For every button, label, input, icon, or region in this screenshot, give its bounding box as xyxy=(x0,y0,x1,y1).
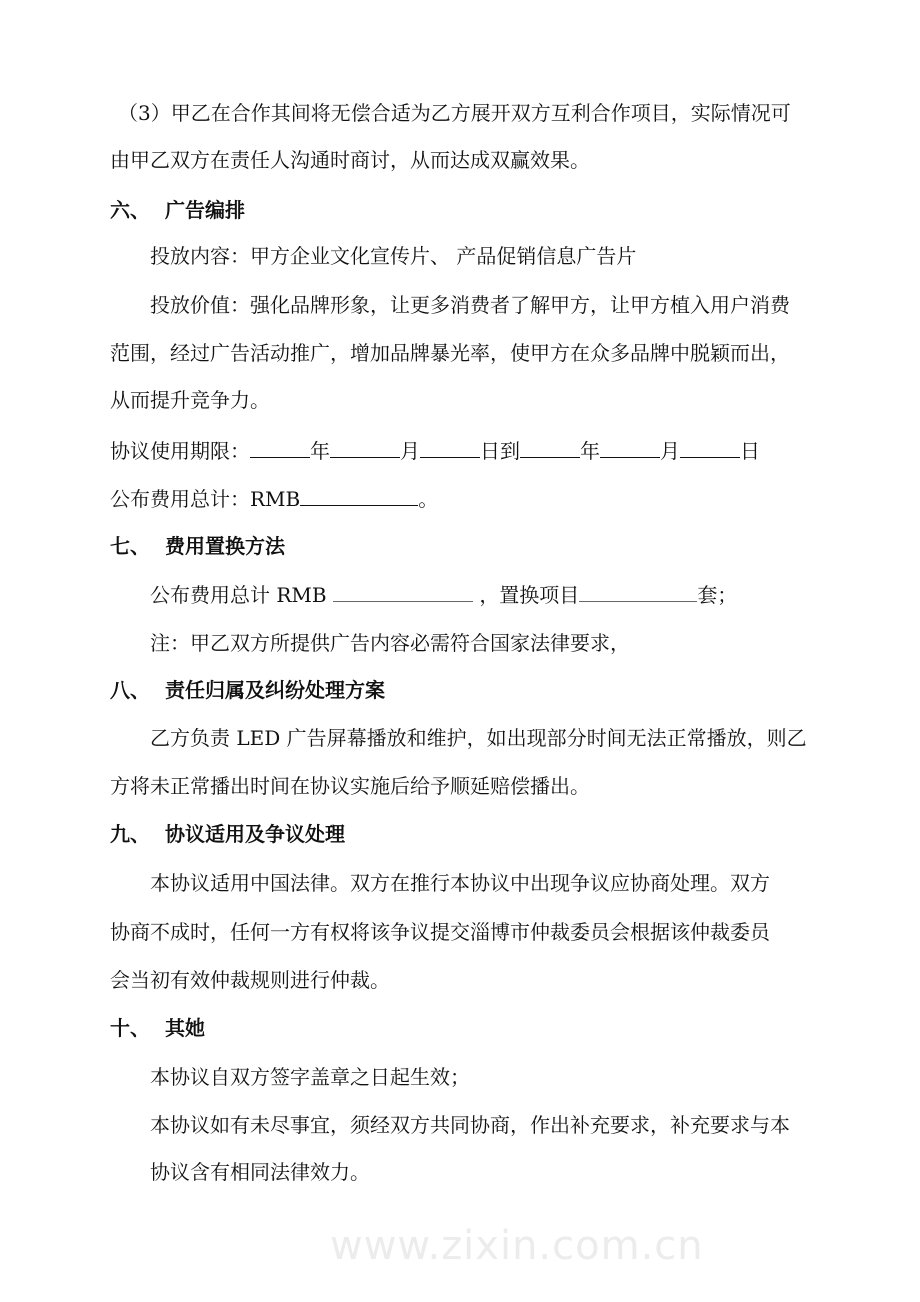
year-label: 年 xyxy=(310,439,330,463)
month-label: 月 xyxy=(660,439,680,463)
exchange-line xyxy=(150,581,737,607)
paragraph-line: （3）甲乙在合作其间将无偿合适为乙方展开双方互利合作项目，实际情况可 xyxy=(118,101,791,125)
paragraph-line: 由甲乙双方在责任人沟通时商讨，从而达成双赢效果。 xyxy=(110,148,590,172)
period-label: 协议使用期限： xyxy=(110,439,250,463)
paragraph-line: 从而提升竞争力。 xyxy=(110,388,270,412)
paragraph-line: 乙方负责 LED 广告屏幕播放和维护，如出现部分时间无法正常播放，则乙 xyxy=(150,726,807,750)
section-title: 责任归属及纠纷处理方案 xyxy=(165,678,385,702)
section-title: 费用置换方法 xyxy=(165,534,285,558)
blank-field[interactable] xyxy=(600,437,660,458)
blank-field[interactable] xyxy=(330,437,400,458)
year-label: 年 xyxy=(580,439,600,463)
section-number: 九、 xyxy=(110,822,150,846)
paragraph-line: 注：甲乙双方所提供广告内容必需符合国家法律要求， xyxy=(150,631,630,655)
paragraph-line: 本协议自双方签字盖章之日起生效； xyxy=(150,1065,470,1089)
watermark: www.zixin.com.cn xyxy=(330,1223,704,1269)
set-label: 套； xyxy=(697,583,738,607)
section-number: 八、 xyxy=(110,678,150,702)
paragraph-line: 协商不成时，任何一方有权将该争议提交淄博市仲裁委员会根据该仲裁委员 xyxy=(110,920,770,944)
section-title: 广告编排 xyxy=(165,198,245,222)
section-title: 协议适用及争议处理 xyxy=(165,822,345,846)
section-number: 十、 xyxy=(110,1016,150,1040)
blank-field[interactable] xyxy=(420,437,480,458)
blank-field[interactable] xyxy=(250,437,310,458)
blank-field[interactable] xyxy=(680,437,740,458)
paragraph-line: 会当初有效仲裁规则进行仲裁。 xyxy=(110,968,390,992)
paragraph-line: 投放价值：强化品牌形象，让更多消费者了解甲方，让甲方植入用户消费 xyxy=(150,293,790,317)
blank-field[interactable] xyxy=(333,581,473,602)
section-heading-9 xyxy=(110,821,345,847)
section-number: 七、 xyxy=(110,534,150,558)
paragraph-line: 范围，经过广告活动推广，增加品牌暴光率，使甲方在众多品牌中脱颖而出， xyxy=(110,341,790,365)
blank-field[interactable] xyxy=(579,581,697,602)
paragraph-line: 投放内容：甲方企业文化宣传片、 产品促销信息广告片 xyxy=(150,244,637,268)
exchange-item-label: ，置换项目 xyxy=(479,583,580,607)
fee-label: 公布费用总计：RMB xyxy=(110,487,301,511)
day-to-label: 日到 xyxy=(480,439,520,463)
section-heading-6 xyxy=(110,197,245,223)
paragraph-line: 方将未正常播出时间在协议实施后给予顺延赔偿播出。 xyxy=(110,774,590,798)
blank-field[interactable] xyxy=(520,437,580,458)
fee-label: 公布费用总计 RMB xyxy=(150,583,327,607)
paragraph-line: 本协议如有未尽事宜，须经双方共同协商，作出补充要求，补充要求与本 xyxy=(150,1113,790,1137)
section-heading-8 xyxy=(110,677,385,703)
month-label: 月 xyxy=(400,439,420,463)
section-number: 六、 xyxy=(110,198,150,222)
agreement-period-line xyxy=(110,437,760,463)
fee-total-line xyxy=(110,485,438,511)
section-title: 其她 xyxy=(165,1016,205,1040)
period-mark: 。 xyxy=(418,487,439,511)
day-label: 日 xyxy=(740,439,760,463)
section-heading-10 xyxy=(110,1015,205,1041)
paragraph-line: 本协议适用中国法律。双方在推行本协议中出现争议应协商处理。双方 xyxy=(150,871,770,895)
paragraph-line: 协议含有相同法律效力。 xyxy=(150,1160,370,1184)
section-heading-7 xyxy=(110,533,285,559)
blank-field[interactable] xyxy=(300,485,418,506)
